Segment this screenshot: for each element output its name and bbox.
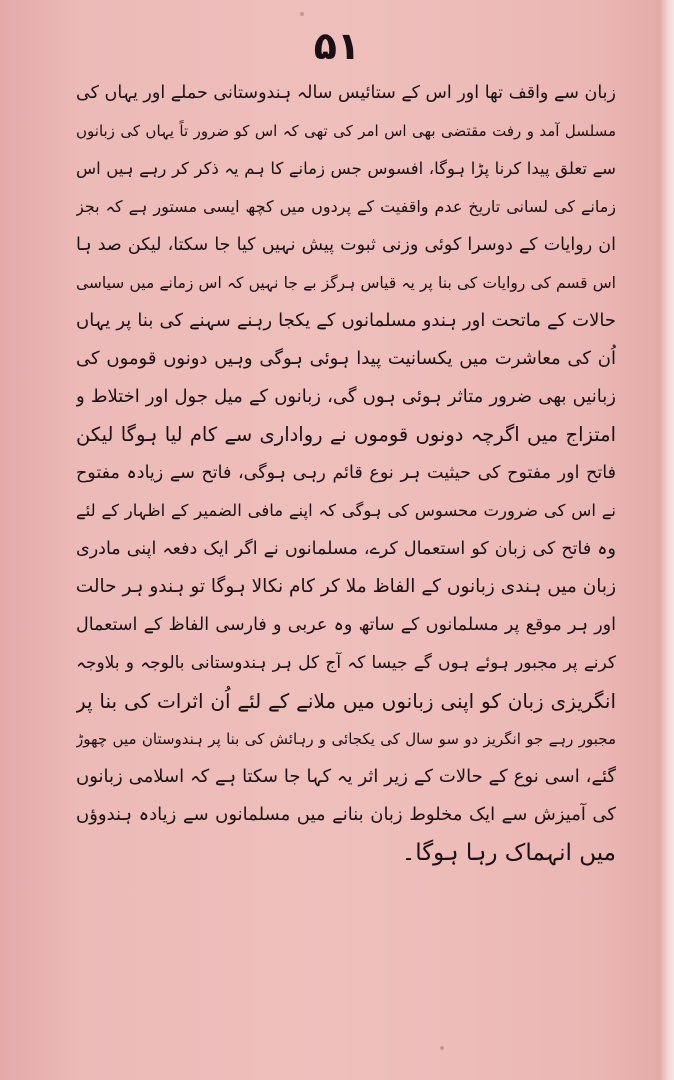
text-line: گئے، اسی نوع کے حالات کے زیر اثر یہ کہا جا سکتا ہے کہ اسلامی زبانوں [76, 766, 616, 787]
text-line: کرنے پر مجبور ہوئے ہوں گے جیسا کہ آج کل ہر ہندوستانی بالوجہ و بلاوجہ [76, 653, 616, 673]
text-line: اور ہر موقع پر مسلمانوں کے ساتھ وہ عربی و فارسی الفاظ کے استعمال [76, 615, 616, 635]
body-text [76, 74, 616, 872]
text-line: کی آمیزش سے ایک مخلوط زبان بنانے میں مسلمانوں سے زیادہ ہندوؤں [76, 804, 616, 825]
page-edge [660, 0, 674, 1080]
text-line: امتزاج میں اگرچہ دونوں قوموں نے رواداری سے کام لیا ہوگا لیکن [76, 423, 616, 446]
page-number: ۵۱ [313, 24, 361, 68]
text-line: اُن کی معاشرت میں یکسانیت پیدا ہوئی ہوگی وہیں دونوں قوموں کی [76, 348, 616, 369]
text-line: زبانیں بھی ضرور متاثر ہوئی ہوں گی، زبانوں کے میل جول اور اختلاط و [76, 386, 616, 407]
text-line: مجبور رہے جو انگریز دو سو سال کی یکجائی و رہائش کی بنا پر ہندوستان میں چھوڑ [76, 730, 616, 748]
text-line: فاتح اور مفتوح کی حیثیت ہر نوع قائم رہی ہوگی، فاتح سے زیادہ مفتوح [76, 463, 616, 483]
paper-speck [300, 12, 304, 16]
text-line: زبان سے واقف تھا اور اس کے ستائیس سالہ ہندوستانی حملے اور یہاں کی [76, 83, 616, 103]
text-line: زمانے کی لسانی تاریخ عدم واقفیت کے پردوں میں کچھ ایسی مستور ہے کہ بجز [76, 197, 616, 216]
text-line: اس قسم کی روایات کی بنا پر یہ قیاس ہرگز بے جا نہیں کہ اس زمانے میں سیاسی [76, 274, 616, 292]
text-line: وہ فاتح کی زبان کو استعمال کرے، مسلمانوں نے اگر ایک دفعہ اپنی مادری [76, 539, 616, 559]
text-line: ان روایات کے دوسرا کوئی وزنی ثبوت پیش نہیں کیا جا سکتا، لیکن صد ہا [76, 235, 616, 255]
text-line: سے تعلق پیدا کرنا پڑا ہوگا، افسوس جس زمانے کا ہم یہ ذکر کر رہے ہیں اس [76, 159, 616, 178]
text-line: انگریزی زبان کو اپنی زبانوں میں ملانے کے لئے اُن اثرات کی بنا پر [76, 689, 616, 713]
text-line: حالات کے ماتحت اور ہندو مسلمانوں کے یکجا رہنے سہنے کی بنا پر یہاں [76, 310, 616, 331]
text-line: زبان میں ہندی زبانوں کے الفاظ ملا کر کام نکالا ہوگا تو ہندو ہر حالت [76, 576, 616, 597]
text-line: نے اس کی ضرورت محسوس کی ہوگی کہ اپنے مافی الضمیر کے اظہار کے لئے [76, 501, 616, 520]
paper-speck [440, 1046, 444, 1050]
text-line: میں انہماک رہا ہوگا۔ [401, 840, 616, 866]
text-line: مسلسل آمد و رفت مقتضی بھی اس امر کی تھی کہ اس کو ضرور تاً یہاں کی زبانوں [76, 122, 616, 140]
